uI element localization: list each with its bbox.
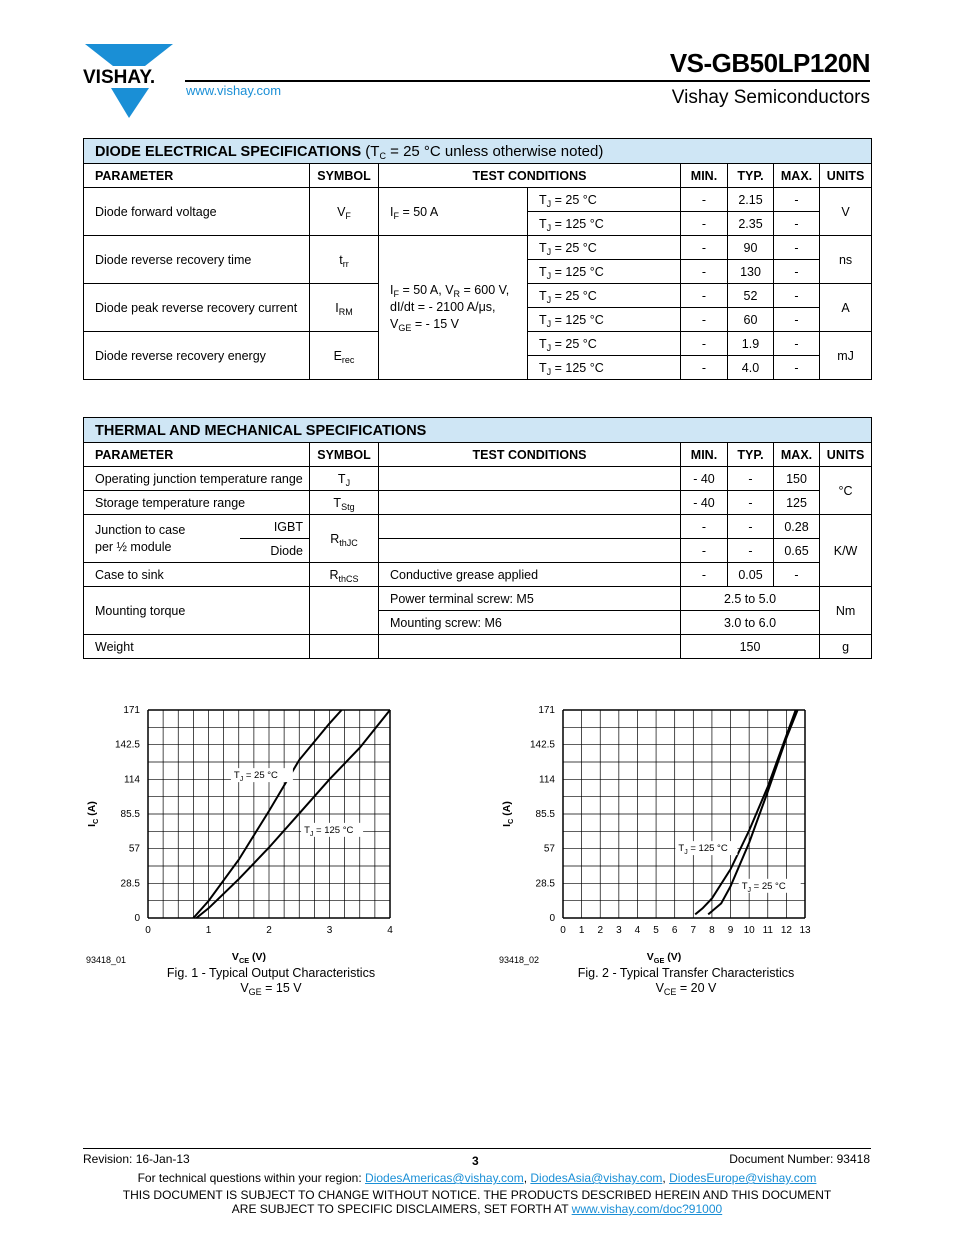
thermal-table-title: THERMAL AND MECHANICAL SPECIFICATIONS bbox=[84, 418, 872, 443]
y-tick-label: 171 bbox=[538, 705, 555, 716]
header-rule bbox=[185, 80, 870, 82]
table-row: Diode reverse recovery time $t_{rr}$ $I_F = 50$ A, $V_R = 600$ V, dI/dt = - 2100 A/μs, $V_{GE}$ = - 15 V $T_J = 25$ °C - 90 - ns bbox=[84, 236, 872, 260]
col-min: MIN. bbox=[681, 164, 728, 188]
x-tick-label: 10 bbox=[743, 925, 755, 936]
table-row: Junction to case per ½ module IGBT $R_{thJC}$ - - 0.28 K/W bbox=[84, 515, 872, 539]
y-tick-label: 0 bbox=[549, 913, 555, 924]
curve-label-text: $T_J = 25$ °C bbox=[233, 770, 278, 784]
diode-table-title: DIODE ELECTRICAL SPECIFICATIONS ($T_C = 25$ °C unless otherwise noted) bbox=[84, 139, 872, 164]
col-max: MAX. bbox=[774, 164, 820, 188]
col-typ: TYP. bbox=[728, 164, 774, 188]
y-tick-label: 28.5 bbox=[535, 878, 555, 890]
document-number: Document Number: 93418 bbox=[729, 1152, 870, 1166]
y-tick-label: 114 bbox=[539, 774, 555, 786]
table-row: Diode - - 0.65 bbox=[84, 539, 872, 563]
figure-id: 93418_01 bbox=[86, 955, 127, 965]
fig2-caption: Fig. 2 - Typical Transfer Characteristics $V_{CE} = 20$ V bbox=[577, 966, 795, 997]
y-tick-label: 114 bbox=[124, 774, 140, 786]
table-row: Mounting torque Power terminal screw: M5 2.5 to 5.0 Nm bbox=[84, 587, 872, 611]
y-tick-label: 28.5 bbox=[120, 878, 140, 890]
email-asia[interactable]: DiodesAsia@vishay.com bbox=[530, 1171, 663, 1185]
table-row: Mounting screw: M6 3.0 to 6.0 bbox=[84, 611, 872, 635]
x-tick-label: 0 bbox=[145, 925, 151, 936]
x-axis-label: $V_{GE}$ (V) bbox=[646, 951, 682, 966]
x-tick-label: 0 bbox=[560, 925, 566, 936]
fig1-caption: Fig. 1 - Typical Output Characteristics $V_{GE} = 15$ V bbox=[166, 966, 376, 997]
table-row: Operating junction temperature range $T_J$ - 40 - 150 °C bbox=[84, 467, 872, 491]
y-tick-label: 57 bbox=[128, 843, 140, 855]
col-symbol: SYMBOL bbox=[310, 164, 379, 188]
x-tick-label: 5 bbox=[653, 925, 659, 936]
y-tick-label: 85.5 bbox=[120, 809, 140, 820]
disclaimer-line-1: THIS DOCUMENT IS SUBJECT TO CHANGE WITHOUT NOTICE. THE PRODUCTS DESCRIBED HEREIN AND THIS DOCUMENT bbox=[122, 1188, 832, 1202]
table-row: Diode peak reverse recovery current $I_{RM}$ $T_J = 25$ °C - 52 - A bbox=[84, 284, 872, 308]
email-europe[interactable]: DiodesEurope@vishay.com bbox=[669, 1171, 817, 1185]
curve-label-text: $T_J = 125$ °C bbox=[304, 824, 354, 838]
website-link[interactable]: www.vishay.com bbox=[186, 83, 282, 98]
table-row: Case to sink $R_{thCS}$ Conductive grease applied - 0.05 - bbox=[84, 563, 872, 587]
x-axis-label: $V_{CE}$ (V) bbox=[231, 951, 267, 966]
shared-test-condition: $I_F = 50$ A, $V_R = 600$ V, dI/dt = - 2100 A/μs, $V_{GE}$ = - 15 V bbox=[379, 236, 528, 380]
contact-line: For technical questions within your region: DiodesAmericas@vishay.com, DiodesAsia@vishay.com, DiodesEurope@vishay.com bbox=[137, 1171, 817, 1185]
page-number: 3 bbox=[472, 1154, 479, 1168]
disclaimer-link[interactable]: www.vishay.com/doc?91000 bbox=[571, 1202, 723, 1216]
company-name: Vishay Semiconductors bbox=[671, 87, 870, 108]
x-tick-label: 1 bbox=[578, 925, 585, 936]
col-test-conditions: TEST CONDITIONS bbox=[379, 164, 681, 188]
table-row: Diode reverse recovery energy $E_{rec}$ $T_J = 25$ °C - 1.9 - mJ bbox=[84, 332, 872, 356]
table-row: $T_J = 125$ °C - 60 - bbox=[84, 308, 872, 332]
curve-label bbox=[301, 823, 363, 838]
x-tick-label: 11 bbox=[762, 925, 773, 936]
col-parameter: PARAMETER bbox=[84, 164, 310, 188]
output-characteristics-chart bbox=[80, 698, 410, 968]
table-row: $T_J = 125$ °C - 130 - bbox=[84, 260, 872, 284]
disclaimer-line-2: ARE SUBJECT TO SPECIFIC DISCLAIMERS, SET FORTH AT www.vishay.com/doc?91000 bbox=[231, 1202, 723, 1216]
x-tick-label: 13 bbox=[799, 925, 811, 936]
figure-id: 93418_02 bbox=[499, 955, 540, 965]
col-units: UNITS bbox=[820, 164, 872, 188]
x-tick-label: 1 bbox=[205, 925, 212, 936]
x-tick-label: 12 bbox=[780, 925, 792, 936]
revision: Revision: 16-Jan-13 bbox=[83, 1152, 190, 1166]
y-axis-label: $I_C$ (A) bbox=[86, 801, 101, 827]
x-tick-label: 3 bbox=[326, 925, 333, 936]
curve-label bbox=[675, 841, 737, 856]
x-tick-label: 7 bbox=[690, 925, 697, 936]
x-tick-label: 6 bbox=[671, 925, 678, 936]
thermal-spec-table: THERMAL AND MECHANICAL SPECIFICATIONS PARAMETER SYMBOL TEST CONDITIONS MIN. TYP. MAX. UNITS Operating junction temperature range $T_J$ - 40 - 150 °C Storage temperature range $T_{Stg}$ - 40 - 125 Junction to case per ½ module IGBT $R_{thJC}$ - - 0.28 K/W Diode - - 0.65 Case to sink $R_{thCS}$ Conductive grease applied - 0.05 - Mounting torque Power terminal screw: M5 2.5 to 5.0 Nm Mounting screw: M6 3.0 to 6.0 Weight 150 g bbox=[83, 417, 872, 659]
y-tick-label: 57 bbox=[543, 843, 555, 855]
footer-rule bbox=[83, 1148, 871, 1149]
y-tick-label: 85.5 bbox=[535, 809, 555, 820]
curve-label-text: $T_J = 25$ °C bbox=[741, 880, 786, 894]
email-americas[interactable]: DiodesAmericas@vishay.com bbox=[365, 1171, 524, 1185]
part-number: VS-GB50LP120N bbox=[669, 48, 870, 78]
x-tick-label: 2 bbox=[597, 925, 604, 936]
curve-label-text: $T_J = 125$ °C bbox=[678, 843, 728, 857]
table-row: Weight 150 g bbox=[84, 635, 872, 659]
table-row: Diode forward voltage $V_F$ $I_F = 50$ A $T_J = 25$ °C - 2.15 - V bbox=[84, 188, 872, 212]
transfer-characteristics-chart bbox=[495, 698, 825, 968]
y-tick-label: 142.5 bbox=[114, 739, 140, 751]
vishay-logo bbox=[83, 44, 175, 120]
y-tick-label: 142.5 bbox=[529, 739, 555, 751]
x-tick-label: 3 bbox=[616, 925, 622, 936]
diode-spec-table bbox=[83, 138, 872, 380]
logo-text: VISHAY. bbox=[83, 67, 156, 88]
x-tick-label: 4 bbox=[634, 925, 641, 936]
x-tick-label: 8 bbox=[709, 925, 715, 936]
y-axis-label: $I_C$ (A) bbox=[501, 801, 516, 827]
table-row: $T_J = 125$ °C - 2.35 - bbox=[84, 212, 872, 236]
curve-label bbox=[739, 879, 801, 894]
table-row: $T_J = 125$ °C - 4.0 - bbox=[84, 356, 872, 380]
table-row: Storage temperature range $T_{Stg}$ - 40 - 125 bbox=[84, 491, 872, 515]
x-tick-label: 9 bbox=[727, 925, 734, 936]
curve-label bbox=[231, 768, 293, 783]
y-tick-label: 0 bbox=[134, 913, 140, 924]
x-tick-label: 4 bbox=[387, 925, 393, 936]
y-tick-label: 171 bbox=[123, 705, 140, 716]
x-tick-label: 2 bbox=[266, 925, 272, 936]
